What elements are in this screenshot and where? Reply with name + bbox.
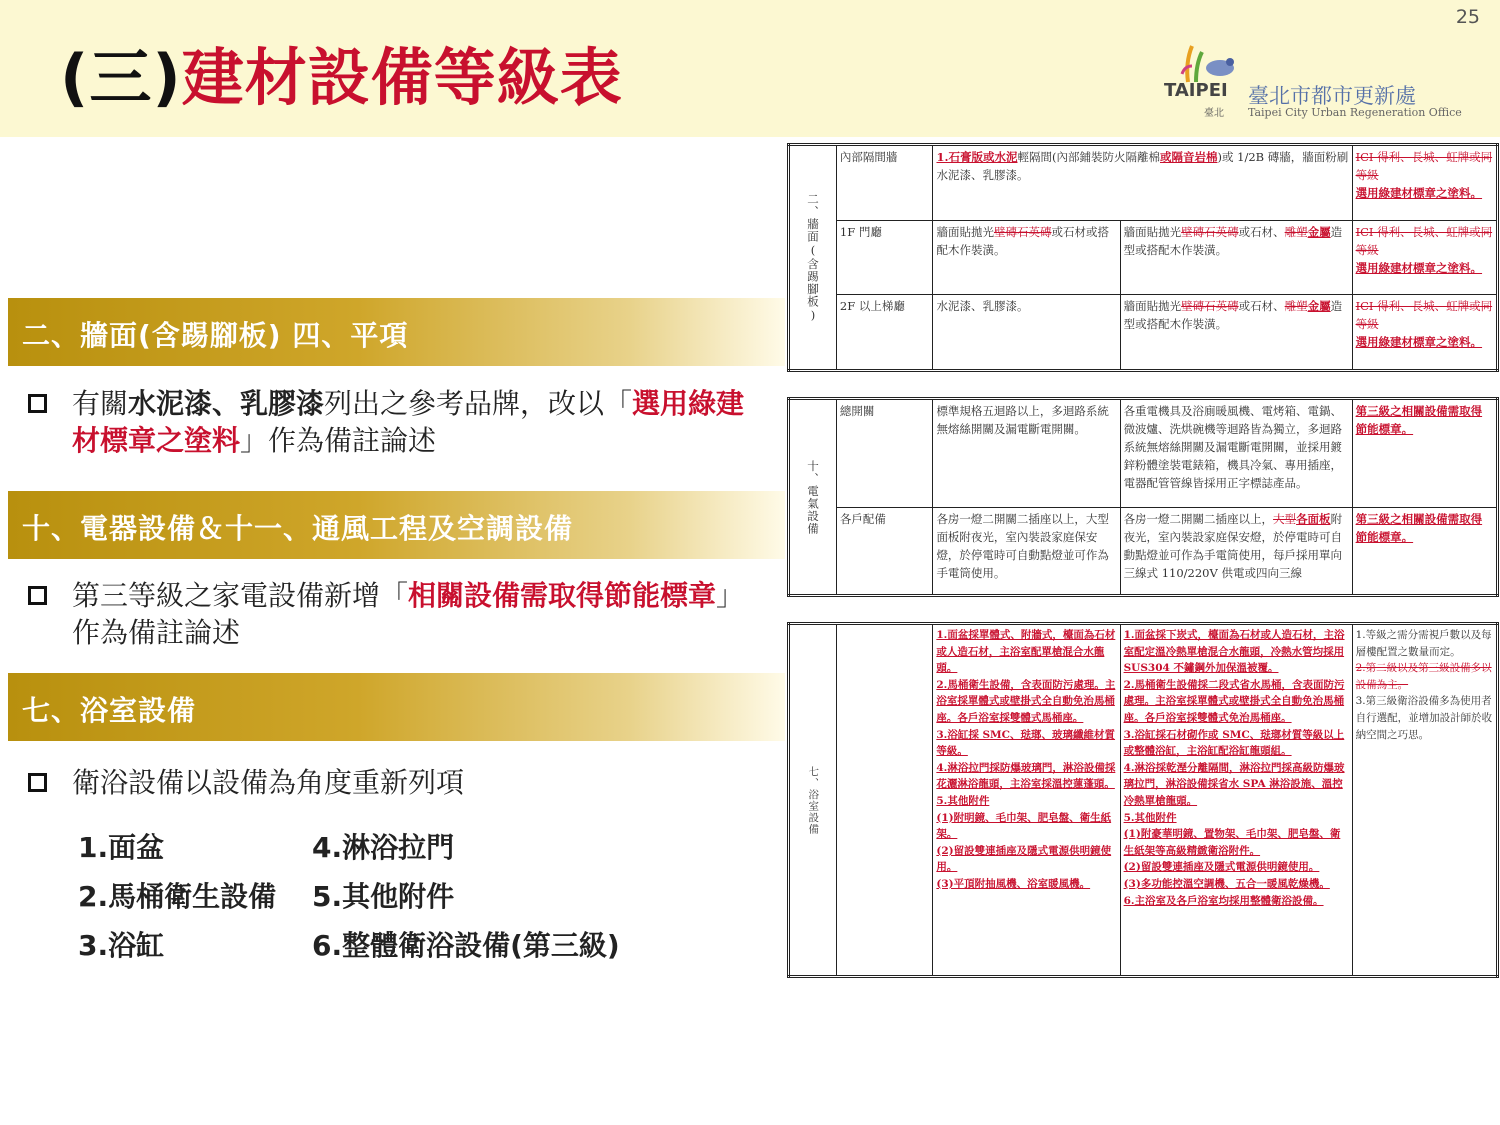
logo-taipei: TAIPEI: [1164, 80, 1228, 101]
title-prefix: (三): [60, 41, 182, 114]
logo-mark-icon: [1170, 44, 1250, 84]
list-item: 2.馬桶衛生設備 5.其他附件: [78, 880, 455, 913]
section-heading-bathroom: 七、浴室設備: [8, 673, 785, 741]
bullet-wall: 有關水泥漆、乳膠漆列出之參考品牌，改以「選用綠建材標章之塗料」作為備註論述: [28, 385, 748, 459]
logo-org-name: 臺北市都市更新處: [1248, 84, 1416, 108]
bathroom-item-list: [78, 826, 620, 973]
table-row: 二、牆面(含踢腳板) 內部隔間牆 1.石膏版或水泥輕隔間(內部鋪裝防火隔離棉或隔音岩棉)或 1/2B 磚牆，牆面粉刷水泥漆、乳膠漆。 ICI 得利、長城、虹牌或同等級 選用綠建材標章之塗料。: [789, 145, 1498, 221]
table-row: 1F 門廳 牆面貼拋光壁磚石英磚或石材或搭配木作裝潢。 牆面貼拋光壁磚石英磚或石材、雕塑金屬造型或搭配木作裝潢。 ICI 得利、長城、虹牌或同等級 選用綠建材標章之塗料。: [789, 220, 1498, 294]
header-band: [0, 0, 1500, 137]
checkbox-bullet-icon: [28, 586, 47, 605]
table-row: 2F 以上梯廳 水泥漆、乳膠漆。 牆面貼拋光壁磚石英磚或石材、雕塑金屬造型或搭配木作裝潢。 ICI 得利、長城、虹牌或同等級 選用綠建材標章之塗料。: [789, 295, 1498, 371]
page-number: 25: [1455, 6, 1480, 28]
checkbox-bullet-icon: [28, 394, 47, 413]
section-heading-electrical: 十、電器設備＆十一、通風工程及空調設備: [8, 491, 785, 559]
checkbox-bullet-icon: [28, 773, 47, 792]
bullet-bathroom: 衛浴設備以設備為角度重新列項: [28, 764, 748, 801]
bullet-electrical: 第三等級之家電設備新增「相關設備需取得節能標章」作為備註論述: [28, 577, 748, 651]
table-electrical: [787, 397, 1499, 597]
section-heading-wall: 二、牆面(含踢腳板) 四、平項: [8, 298, 785, 366]
list-item: 3.浴缸 6.整體衛浴設備(第三級): [78, 929, 620, 962]
logo-org-en: Taipei City Urban Regeneration Office: [1248, 106, 1462, 119]
table-category: 七、浴室設備: [789, 624, 837, 977]
page-title: [60, 28, 623, 117]
list-item: 1.面盆 4.淋浴拉門: [78, 831, 455, 864]
table-row: 七、浴室設備 1.面盆採單體式、附牆式，檯面為石材或人造石材，主浴室配單槍混合水龍頭。 2.馬桶衛生設備，含表面防污處理。主浴室採單體式或壁掛式全自動免治馬桶座。各戶浴室採雙體式馬桶座。 3.浴缸採 SMC、琺瑯、玻璃纖維材質等級。 4.淋浴拉門採防爆玻璃門，淋浴設備採花灑淋浴龍頭，主浴室採溫控蓮蓬頭。 5.其他附件 (1)附明鏡、毛巾架、肥皂盤、衛生紙架。 (2)留設雙連插座及隱式電源供明鏡使用。 (3)平頂附抽風機、浴室暖風機。 1.面盆採下崁式，檯面為石材或人造石材，主浴室配定溫冷熱單槍混合水龍頭，冷熱水管均採用 SUS304 不鏽鋼外加保溫被覆。 2.馬桶衛生設備採二段式省水馬桶，含表面防污處理。主浴室採單體式或壁掛式全自動免治馬桶座。各戶浴室採雙體式免治馬桶座。 3.浴缸採石材砌作或 SMC、琺瑯材質等級以上或整體浴缸，主浴缸配浴缸龍頭組。 4.淋浴採乾溼分離隔間，淋浴拉門採高級防爆玻璃拉門，淋浴設備採省水 SPA 淋浴設施、溫控冷熱單槍龍頭。 5.其他附件 (1)附豪華明鏡、置物架、毛巾架、肥皂盤、衛生紙架等高級精緻衛浴附件。 (2)留設雙連插座及隱式電源供明鏡使用。 (3)多功能控溫空調機、五合一暖風乾燥機。 6.主浴室及各戶浴室均採用整體衛浴設備。 1.等級之需分需視戶數以及每層樓配置之數量而定。 2.第二級以及第三級設備多以設備為主。 3.第三級衛浴設備多為使用者自行選配，並增加設計師於收納空間之巧思。: [789, 624, 1498, 977]
table-category: 十、電氣設備: [789, 399, 837, 596]
table-wall-finishes: [787, 143, 1499, 372]
taipei-logo: [1160, 44, 1460, 124]
table-row: 十、電氣設備 總開關 標準規格五迴路以上，多迴路系統無熔絲開關及漏電斷電開關。 各重電機具及浴廁暖風機、電烤箱、電鍋、微波爐、洗烘碗機等迴路皆為獨立，多迴路系統無熔絲開關及漏電斷電開關，並採用鍍鋅粉體塗裝電錶箱，機具冷氣、專用插座，電器配管管線皆採用正字標誌產品。 第三級之相關設備需取得節能標章。: [789, 399, 1498, 508]
logo-taibei: 臺北: [1204, 108, 1224, 119]
title-main: 建材設備等級表: [181, 41, 623, 114]
table-row: 各戶配備 各房一燈二開關二插座以上，大型面板附夜光，室內裝設家庭保安燈，於停電時可自動點燈並可作為手電筒使用。 各房一燈二開關二插座以上，大型各面板附夜光，室內裝設家庭保安燈，於停電時可自動點燈並可作為手電筒使用，每戶採用單向三線式 110/220V 供電或四向三線 第三級之相關設備需取得節能標章。: [789, 507, 1498, 595]
table-bathroom: [787, 622, 1499, 978]
table-category: 二、牆面(含踢腳板): [789, 145, 837, 371]
